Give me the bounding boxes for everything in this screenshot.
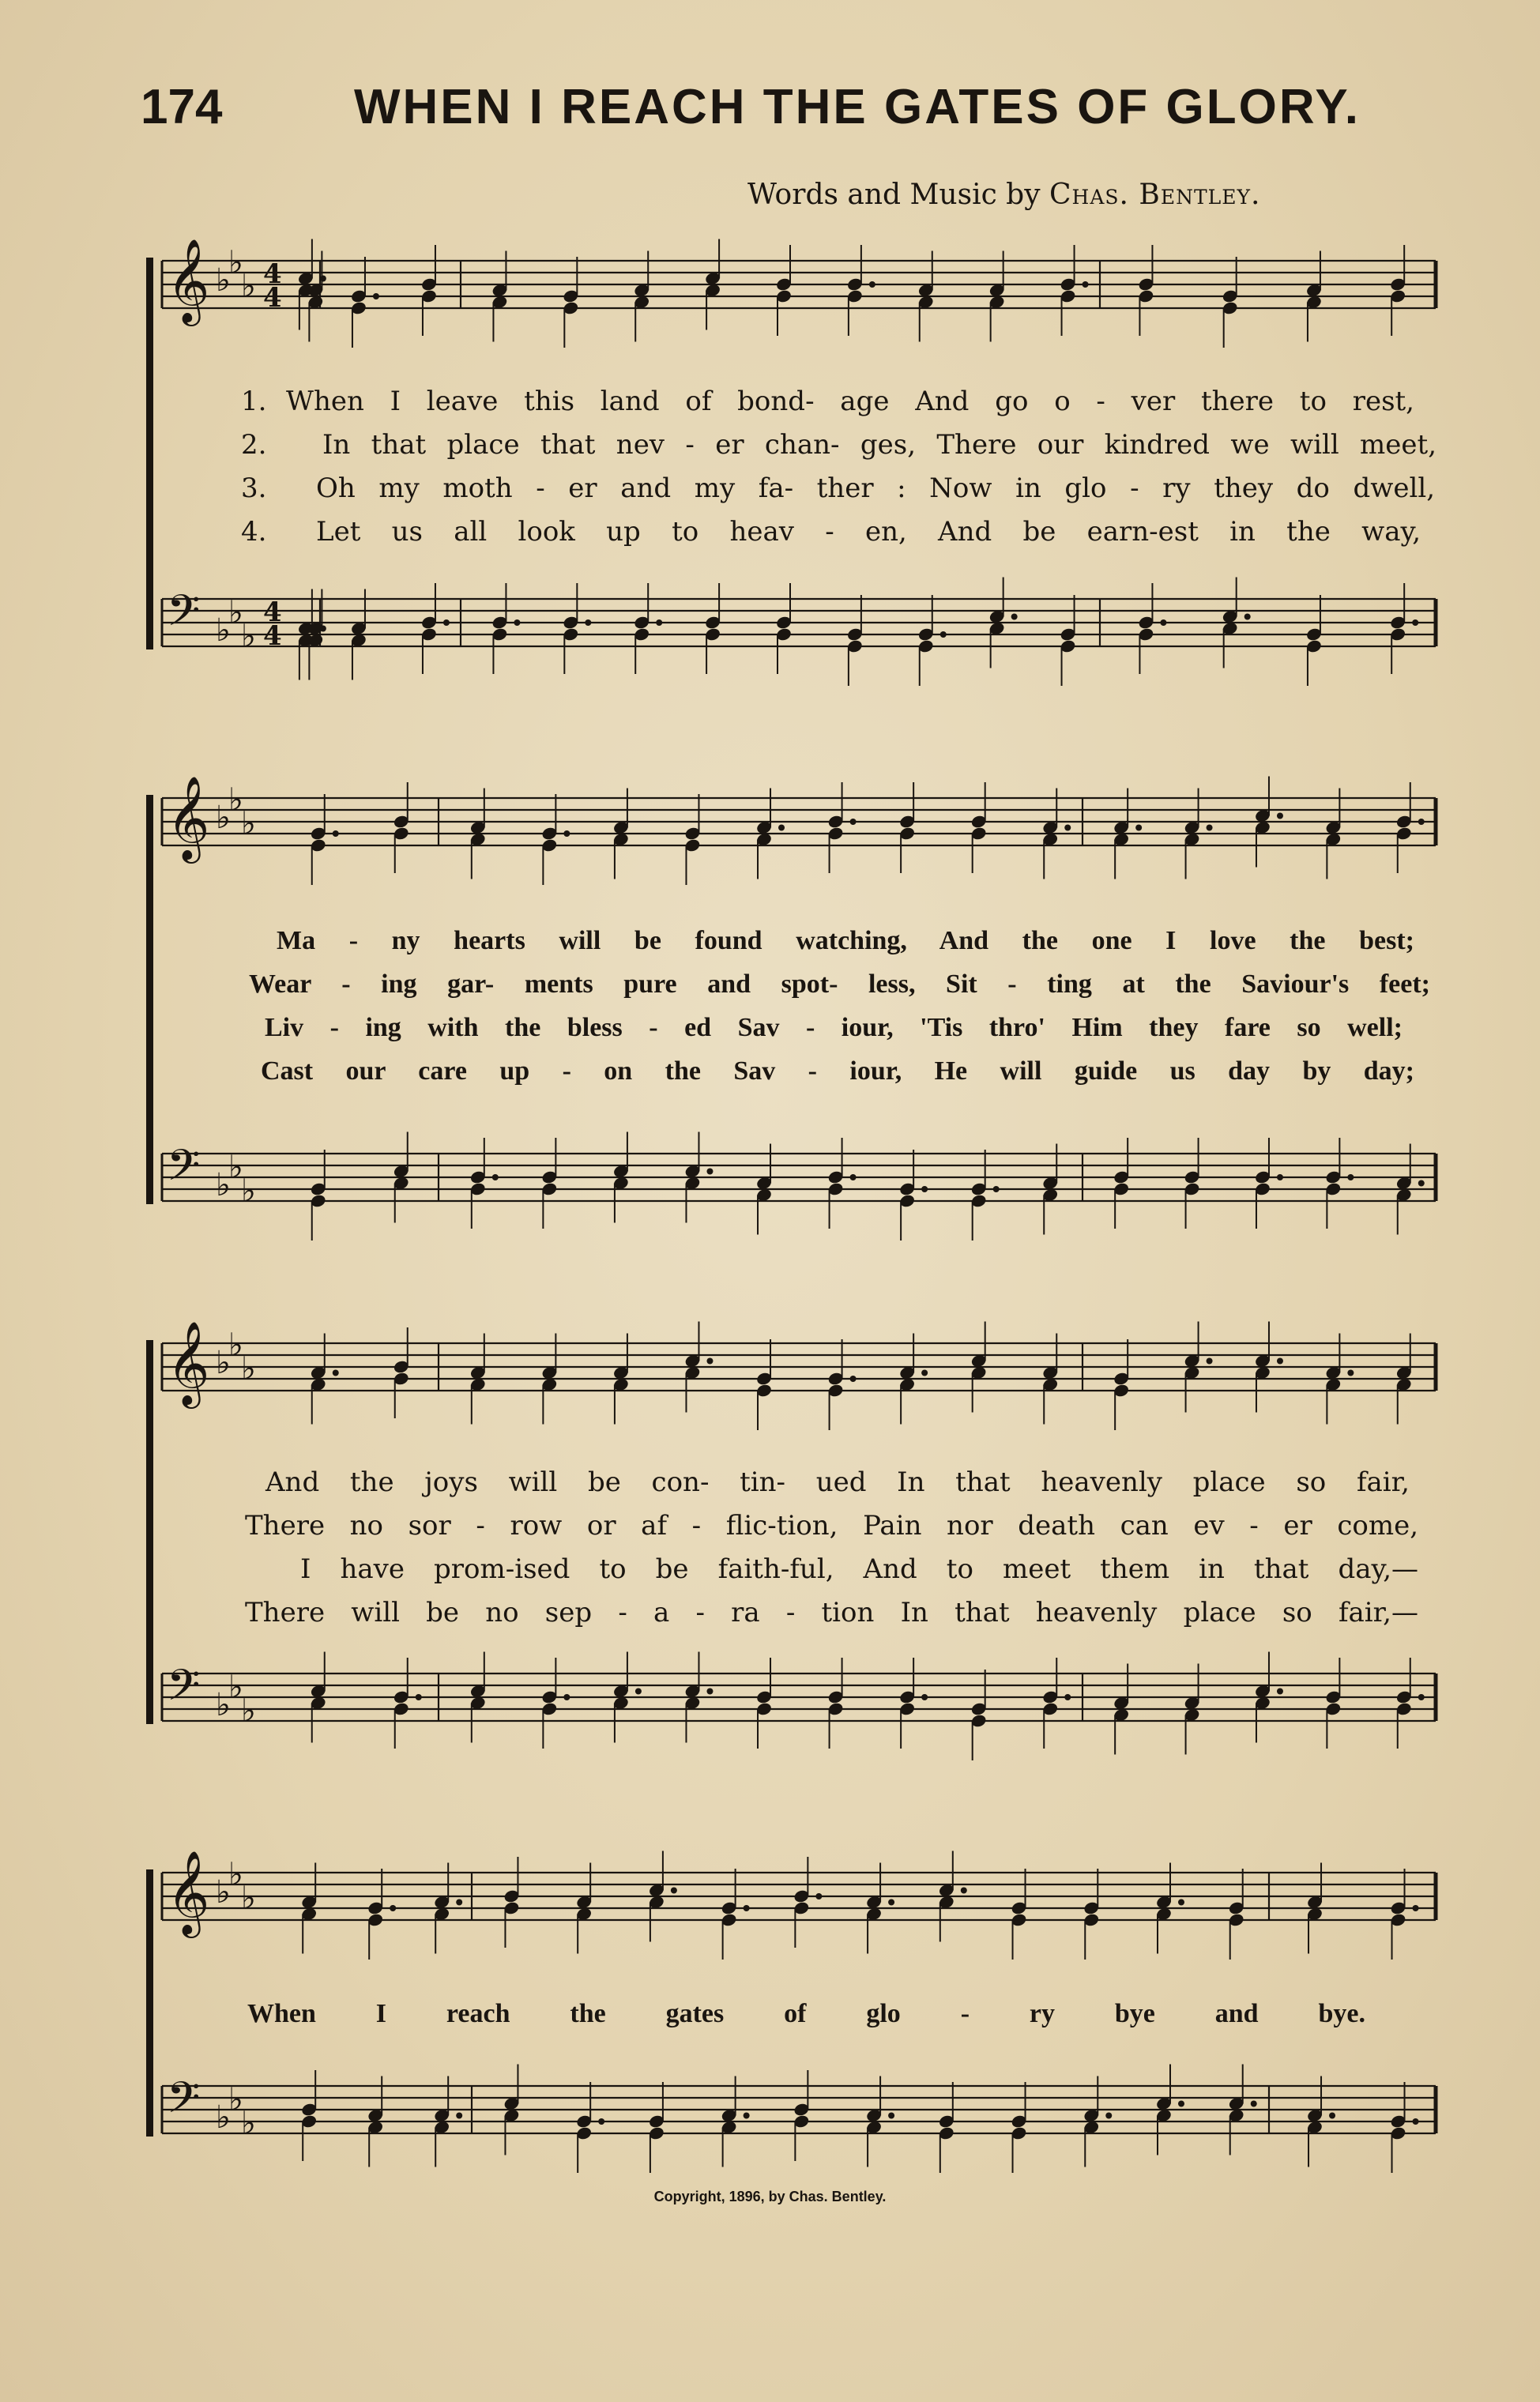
dot-mark — [888, 1899, 894, 1906]
dot-mark — [1083, 281, 1089, 288]
dot-mark — [1413, 1905, 1419, 1911]
dot-mark — [514, 619, 520, 626]
time-signature-digit: 4 — [263, 258, 282, 290]
dot-mark — [850, 1174, 857, 1180]
dot-mark — [563, 1694, 570, 1700]
dot-mark — [888, 2113, 894, 2119]
dot-mark — [1329, 2113, 1335, 2119]
dot-mark — [585, 619, 591, 626]
dot-mark — [1160, 619, 1166, 626]
dot-mark — [1251, 2101, 1257, 2107]
verse-4-line-2: Cast our care up - on the Sav - iour, He will guide us day by day; — [261, 1056, 1414, 1086]
dot-mark — [744, 2113, 750, 2119]
dot-mark — [492, 1174, 499, 1180]
time-signature-digit: 4 — [263, 620, 282, 652]
flat-sign-icon: ♭ — [228, 2081, 243, 2118]
dot-mark — [1207, 825, 1213, 831]
dot-mark — [656, 619, 662, 626]
music-system-1 — [0, 237, 1540, 695]
dot-mark — [921, 1186, 928, 1192]
verse-4-number: 4. — [241, 516, 267, 548]
credit-name: Chas. Bentley. — [1049, 179, 1261, 211]
verse-3-line-2: Liv - ing with the bless - ed Sav - iour, 'Tis thro' Him they fare so well; — [265, 1013, 1403, 1042]
flat-sign-icon: ♭ — [216, 1167, 231, 1203]
dot-mark — [1064, 825, 1071, 831]
dot-mark — [1178, 1899, 1184, 1906]
verse-chorus-line: When I reach the gates of glo - ry bye and bye. — [247, 1999, 1365, 2028]
dot-mark — [320, 276, 326, 282]
flat-sign-icon: ♭ — [241, 1173, 256, 1210]
dot-mark — [1277, 1358, 1283, 1365]
dot-mark — [778, 825, 785, 831]
flat-sign-icon: ♭ — [216, 2099, 231, 2136]
hymn-title: WHEN I REACH THE GATES OF GLORY. — [354, 80, 1361, 134]
verse-2-number: 2. — [241, 429, 267, 461]
flat-sign-icon: ♭ — [216, 262, 231, 299]
dot-mark — [1347, 1174, 1354, 1180]
dot-mark — [1412, 619, 1418, 626]
system-bracket — [146, 1340, 153, 1724]
flat-sign-icon: ♭ — [228, 781, 243, 819]
author-credit — [747, 179, 1260, 211]
dot-mark — [940, 631, 947, 638]
dot-mark — [706, 1689, 713, 1695]
flat-sign-icon: ♭ — [241, 2105, 256, 2142]
flat-sign-icon: ♭ — [228, 1149, 243, 1186]
bass-clef-icon: 𝄢 — [167, 1140, 201, 1201]
verse-3-line-1: Oh my moth - er and my fa- ther : Now in glo - ry they do dwell, — [316, 472, 1435, 504]
dot-mark — [1178, 2101, 1184, 2107]
bass-clef-icon: 𝄢 — [167, 2073, 201, 2133]
verse-1-number: 1. — [241, 386, 267, 417]
credit-prefix: Words and Music by — [747, 179, 1050, 211]
dot-mark — [993, 1186, 1000, 1192]
dot-mark — [1347, 1370, 1354, 1376]
dot-mark — [706, 1358, 713, 1365]
verse-1-line-3: And the joys will be con- tin- ued In that heavenly place so fair, — [265, 1466, 1410, 1498]
dot-mark — [1418, 1694, 1425, 1700]
flat-sign-icon: ♭ — [241, 805, 256, 842]
verse-1-line-2: Ma - ny hearts will be found watching, And the one I love the best; — [277, 926, 1414, 955]
system-bracket — [146, 1869, 153, 2137]
verse-3-number: 3. — [241, 472, 267, 504]
dot-mark — [333, 1370, 339, 1376]
dot-mark — [333, 830, 339, 837]
staff-system-2-notation — [0, 774, 1540, 1248]
flat-sign-icon: ♭ — [241, 618, 256, 655]
dot-mark — [456, 1899, 462, 1906]
dot-mark — [1418, 819, 1425, 825]
verse-2-line-1: In that place that nev - er chan- ges, There our kindred we will meet, — [322, 429, 1436, 461]
dot-mark — [815, 1893, 822, 1899]
flat-sign-icon: ♭ — [216, 1687, 231, 1723]
flat-sign-icon: ♭ — [241, 1692, 256, 1730]
staff-system-1-notation — [0, 237, 1540, 695]
dot-mark — [1244, 614, 1251, 620]
flat-sign-icon: ♭ — [216, 1874, 231, 1911]
dot-mark — [563, 830, 570, 837]
flat-sign-icon: ♭ — [216, 1345, 231, 1381]
flat-sign-icon: ♭ — [241, 1350, 256, 1387]
dot-mark — [921, 1370, 928, 1376]
flat-sign-icon: ♭ — [241, 1880, 256, 1917]
dot-mark — [416, 1694, 422, 1700]
dot-mark — [373, 293, 379, 299]
dot-mark — [1105, 2113, 1112, 2119]
dot-mark — [921, 1694, 928, 1700]
dot-mark — [456, 2113, 462, 2119]
flat-sign-icon: ♭ — [228, 1856, 243, 1893]
verse-2-line-3: There no sor - row or af - flic-tion, Pain nor death can ev - er come, — [245, 1510, 1418, 1542]
dot-mark — [1064, 1694, 1071, 1700]
system-bracket — [146, 795, 153, 1204]
dot-mark — [1277, 1174, 1283, 1180]
dot-mark — [1413, 2118, 1419, 2125]
dot-mark — [706, 1169, 713, 1175]
dot-mark — [869, 281, 875, 288]
flat-sign-icon: ♭ — [228, 1327, 243, 1364]
dot-mark — [635, 1689, 642, 1695]
dot-mark — [443, 619, 450, 626]
dot-mark — [1011, 614, 1018, 620]
copyright-notice: Copyright, 1896, by Chas. Bentley. — [653, 2189, 887, 2204]
dot-mark — [1207, 1358, 1213, 1365]
dot-mark — [961, 1888, 967, 1894]
system-bracket — [146, 258, 153, 649]
dot-mark — [850, 819, 857, 825]
time-signature-digit: 4 — [263, 597, 282, 628]
bass-clef-icon: 𝄢 — [167, 1660, 201, 1721]
treble-clef-icon: 𝄞 — [167, 1850, 210, 1934]
treble-clef-icon: 𝄞 — [167, 1320, 210, 1405]
music-system-4 — [0, 1849, 1540, 2189]
dot-mark — [1135, 825, 1142, 831]
verse-2-line-2: Wear - ing gar- ments pure and spot- less, Sit - ting at the Saviour's feet; — [249, 969, 1430, 999]
dot-mark — [850, 1376, 857, 1382]
dot-mark — [1277, 1689, 1283, 1695]
dot-mark — [598, 2118, 604, 2125]
bass-clef-icon: 𝄢 — [167, 585, 201, 646]
flat-sign-icon: ♭ — [228, 244, 243, 281]
verse-4-line-3: There will be no sep - a - ra - tion In that heavenly place so fair,— — [245, 1597, 1418, 1628]
treble-clef-icon: 𝄞 — [167, 238, 210, 322]
dot-mark — [744, 1905, 750, 1911]
treble-clef-icon: 𝄞 — [167, 775, 210, 860]
verse-3-line-3: I have prom-ised to be faith-ful, And to meet them in that day,— — [300, 1553, 1418, 1585]
dot-mark — [671, 1888, 677, 1894]
music-system-2 — [0, 774, 1540, 1248]
verse-4-line-1: Let us all look up to heav - en, And be earn-est in the way, — [316, 516, 1421, 548]
dot-mark — [1418, 1180, 1425, 1187]
dot-mark — [1277, 813, 1283, 819]
time-signature-digit: 4 — [263, 282, 282, 314]
flat-sign-icon: ♭ — [228, 1669, 243, 1706]
dot-mark — [390, 1905, 396, 1911]
flat-sign-icon: ♭ — [228, 594, 243, 631]
verse-1-line-1: When I leave this land of bond- age And go o - ver there to rest, — [286, 386, 1414, 417]
page-number: 174 — [141, 80, 223, 134]
music-system-3 — [0, 1320, 1540, 1762]
flat-sign-icon: ♭ — [216, 612, 231, 649]
flat-sign-icon: ♭ — [241, 268, 256, 305]
flat-sign-icon: ♭ — [216, 800, 231, 836]
